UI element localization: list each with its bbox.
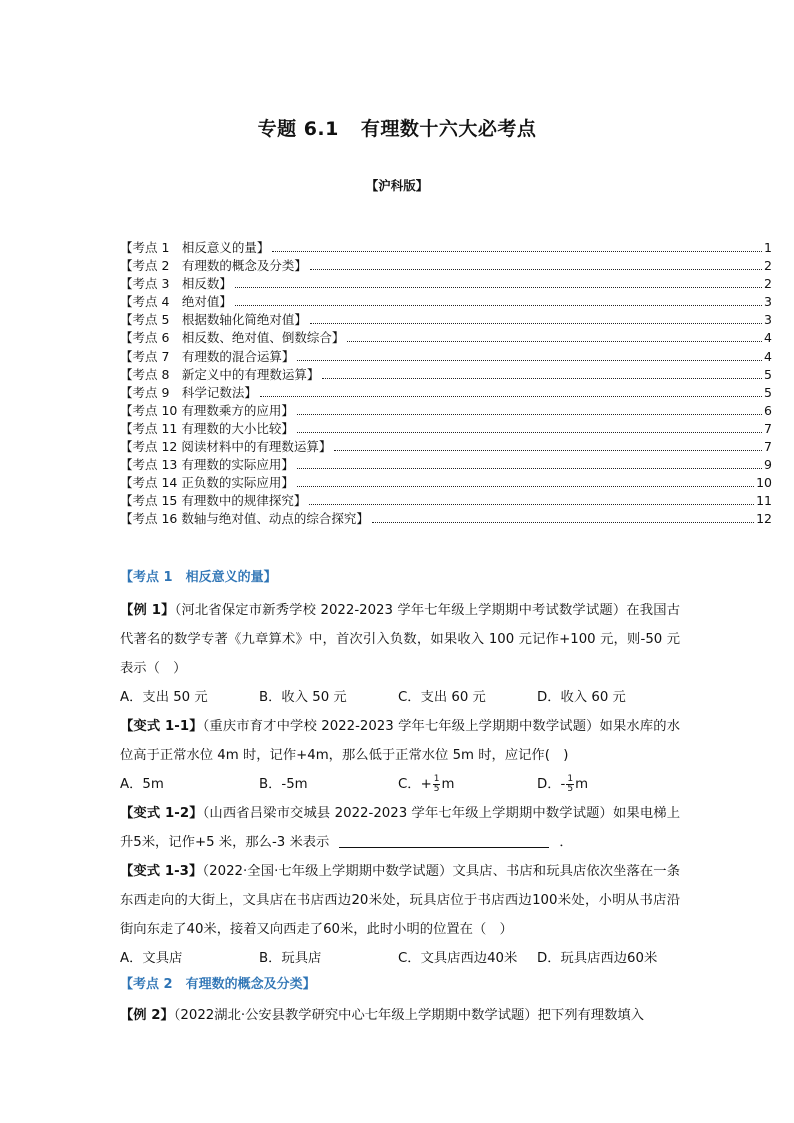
toc-entry[interactable] — [120, 348, 772, 366]
option-c: C．支出 60 元 — [398, 690, 486, 705]
toc-entry[interactable] — [120, 402, 772, 420]
option-b: B．-5m — [259, 777, 308, 792]
option-a: A．5m — [120, 777, 164, 792]
toc-entry-label: 【考点 6 相反数、绝对值、倒数综合】 — [120, 330, 345, 346]
option-a: A．文具店 — [120, 951, 183, 966]
toc-entry[interactable] — [120, 420, 772, 438]
toc-leader-dots — [297, 468, 762, 469]
option-c — [398, 770, 537, 799]
toc-entry-label: 【考点 9 科学记数法】 — [120, 384, 257, 400]
toc-entry-page: 3 — [764, 294, 772, 310]
toc-entry[interactable] — [120, 366, 772, 384]
section-heading-1: 【考点 1 相反意义的量】 — [120, 570, 277, 585]
toc-entry-label: 【考点 3 相反数】 — [120, 276, 232, 292]
content-area — [120, 566, 680, 1030]
toc-entry-label: 【考点 14 正负数的实际应用】 — [120, 475, 294, 491]
toc-entry[interactable] — [120, 257, 772, 275]
toc-entry-label: 【考点 4 绝对值】 — [120, 294, 232, 310]
example-2-label: 【例 2】 — [120, 1008, 174, 1023]
fraction — [566, 775, 574, 794]
toc-entry-page: 5 — [764, 384, 772, 400]
toc-entry-page: 2 — [764, 258, 772, 274]
page-title — [0, 114, 794, 141]
toc-entry[interactable] — [120, 329, 772, 347]
toc-entry[interactable] — [120, 474, 772, 492]
option-d: D．收入 60 元 — [537, 690, 626, 705]
toc-entry[interactable] — [120, 384, 772, 402]
option-c-prefix: C．+ — [398, 777, 432, 792]
fraction-numerator: 1 — [567, 773, 574, 784]
toc-entry[interactable] — [120, 293, 772, 311]
option-b: B．收入 50 元 — [259, 690, 347, 705]
title-text: 有理数十六大必考点 — [360, 118, 537, 140]
option-d — [537, 770, 676, 799]
toc-entry-page: 2 — [764, 276, 772, 292]
toc-entry-page: 7 — [764, 439, 772, 455]
example-2 — [120, 1001, 680, 1030]
toc-entry-page: 4 — [764, 330, 772, 346]
variant-1-2-text: （山西省吕梁市交城县 2022-2023 学年七年级上学期期中数学试题）如果电梯上升5米，记作+5 米，那么-3 米表示 — [120, 806, 681, 850]
variant-1-3 — [120, 857, 680, 944]
answer-blank — [339, 833, 549, 848]
variant-1-2-label: 【变式 1-2】 — [120, 806, 203, 821]
variant-1-1-text: （重庆市育才中学校 2022-2023 学年七年级上学期期中数学试题）如果水库的水位高于正常水位 4m 时，记作+4m，那么低于正常水位 5m 时，应记作( ) — [120, 719, 681, 763]
toc-leader-dots — [372, 522, 754, 523]
variant-1-3-text: （2022·全国·七年级上学期期中数学试题）文具店、书店和玩具店依次坐落在一条东西走向的大街上，文具店在书店西边20米处，玩具店位于书店西边100米处，小明从书店沿街向东走了40米，接着又向西走了60米，此时小明的位置在（ ） — [120, 864, 680, 937]
fraction-denominator: 5 — [433, 783, 440, 794]
toc-leader-dots — [347, 341, 762, 342]
toc-leader-dots — [297, 486, 754, 487]
toc-leader-dots — [235, 305, 762, 306]
toc-entry[interactable] — [120, 311, 772, 329]
fraction-numerator: 1 — [433, 773, 440, 784]
toc-entry-page: 9 — [764, 457, 772, 473]
variant-1-1-options — [120, 770, 680, 799]
toc-entry[interactable] — [120, 492, 772, 510]
toc-entry-page: 1 — [764, 240, 772, 255]
toc-entry[interactable] — [120, 438, 772, 456]
example-1-text: （河北省保定市新秀学校 2022-2023 学年七年级上学期期中考试数学试题）在我国古代著名的数学专著《九章算术》中，首次引入负数，如果收入 100 元记作+100 元，则-50 元表示（ ） — [120, 603, 680, 676]
toc-entry-page: 11 — [756, 493, 772, 509]
toc-entry[interactable] — [120, 510, 772, 528]
toc-entry-page: 5 — [764, 366, 772, 382]
toc-entry-label: 【考点 2 有理数的概念及分类】 — [120, 258, 307, 274]
toc-entry-label: 【考点 7 有理数的混合运算】 — [120, 348, 295, 364]
variant-1-1 — [120, 712, 680, 770]
toc-entry-label: 【考点 1 相反意义的量】 — [120, 240, 270, 255]
toc-leader-dots — [322, 378, 762, 379]
toc-leader-dots — [235, 287, 762, 288]
toc-entry-page: 10 — [756, 475, 772, 491]
edition-label: 【沪科版】 — [365, 178, 429, 193]
table-of-contents — [120, 239, 772, 529]
option-d-unit: m — [575, 777, 589, 792]
toc-leader-dots — [297, 414, 762, 415]
toc-entry-label: 【考点 5 根据数轴化简绝对值】 — [120, 312, 307, 328]
toc-leader-dots — [297, 432, 762, 433]
option-c: C．文具店西边40米 — [398, 951, 518, 966]
option-a: A．支出 50 元 — [120, 690, 208, 705]
toc-leader-dots — [260, 396, 762, 397]
option-b: B．玩具店 — [259, 951, 322, 966]
toc-leader-dots — [272, 251, 762, 252]
variant-1-1-label: 【变式 1-1】 — [120, 719, 203, 734]
toc-leader-dots — [309, 504, 754, 505]
fraction-denominator: 5 — [567, 783, 574, 794]
toc-leader-dots — [297, 360, 762, 361]
toc-entry-page: 4 — [764, 348, 772, 364]
title-number: 专题 6.1 — [257, 118, 339, 140]
toc-leader-dots — [334, 450, 762, 451]
toc-entry[interactable] — [120, 239, 772, 257]
option-d: D．玩具店西边60米 — [537, 951, 658, 966]
toc-entry-label: 【考点 16 数轴与绝对值、动点的综合探究】 — [120, 511, 369, 527]
option-d-prefix: D．- — [537, 777, 566, 792]
toc-entry-page: 3 — [764, 312, 772, 328]
section-heading-2: 【考点 2 有理数的概念及分类】 — [120, 977, 316, 992]
example-1-label: 【例 1】 — [120, 603, 175, 618]
example-1 — [120, 596, 680, 683]
variant-1-2-end: ． — [559, 835, 573, 850]
toc-entry-page: 7 — [764, 420, 772, 436]
example-2-text: （2022湖北·公安县教学研究中心七年级上学期期中数学试题）把下列有理数填入 — [173, 1008, 644, 1023]
toc-entry-label: 【考点 12 阅读材料中的有理数运算】 — [120, 439, 332, 455]
toc-entry-page: 12 — [756, 511, 772, 527]
toc-entry-label: 【考点 13 有理数的实际应用】 — [120, 457, 294, 473]
toc-leader-dots — [310, 269, 762, 270]
option-c-unit: m — [441, 777, 455, 792]
toc-entry-label: 【考点 10 有理数乘方的应用】 — [120, 402, 294, 418]
fraction — [433, 775, 441, 794]
toc-leader-dots — [310, 323, 762, 324]
example-1-options — [120, 683, 680, 712]
toc-entry-label: 【考点 15 有理数中的规律探究】 — [120, 493, 307, 509]
variant-1-3-label: 【变式 1-3】 — [120, 864, 203, 879]
toc-entry-label: 【考点 11 有理数的大小比较】 — [120, 420, 294, 436]
variant-1-2 — [120, 799, 680, 857]
toc-entry[interactable] — [120, 275, 772, 293]
variant-1-3-options — [120, 944, 680, 973]
toc-entry[interactable] — [120, 456, 772, 474]
toc-entry-label: 【考点 8 新定义中的有理数运算】 — [120, 366, 320, 382]
toc-entry-page: 6 — [764, 402, 772, 418]
